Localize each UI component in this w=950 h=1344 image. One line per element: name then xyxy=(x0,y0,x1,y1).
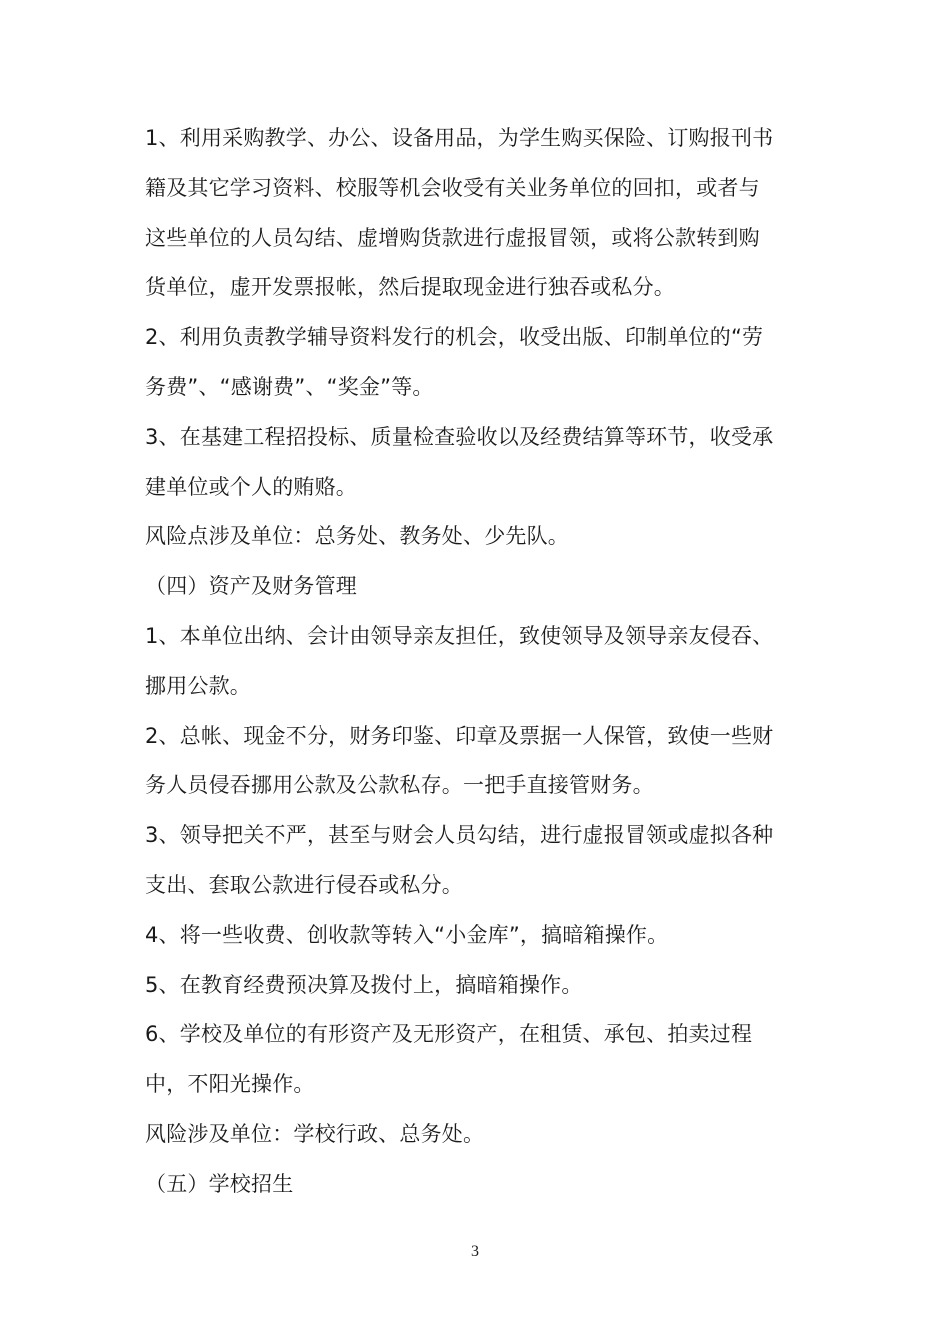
document-body xyxy=(145,114,810,1210)
text-line: 中，不阳光操作。 xyxy=(145,1072,315,1097)
text-line: 货单位，虚开发票报帐，然后提取现金进行独吞或私分。 xyxy=(145,275,675,300)
section-heading-school-enrollment: （五）学校招生 xyxy=(145,1171,294,1196)
text-line: 建单位或个人的贿赂。 xyxy=(145,474,357,499)
text-line: 支出、套取公款进行侵吞或私分。 xyxy=(145,872,463,897)
text-line: 2、总帐、现金不分，财务印鉴、印章及票据一人保管，致使一些财 xyxy=(145,723,774,748)
page-number: 3 xyxy=(471,1243,479,1260)
risk-units-line: 风险点涉及单位：总务处、教务处、少先队。 xyxy=(145,524,569,549)
text-line: 务人员侵吞挪用公款及公款私存。一把手直接管财务。 xyxy=(145,773,654,798)
text-line: 务费”、“感谢费”、“奖金”等。 xyxy=(145,374,434,399)
text-line: 3、在基建工程招投标、质量检查验收以及经费结算等环节，收受承 xyxy=(145,424,774,449)
section-heading-assets-finance: （四）资产及财务管理 xyxy=(145,574,357,599)
text-line: 籍及其它学习资料、校服等机会收受有关业务单位的回扣，或者与 xyxy=(145,175,760,200)
text-line: 挪用公款。 xyxy=(145,673,251,698)
text-line: 6、学校及单位的有形资产及无形资产，在租赁、承包、拍卖过程 xyxy=(145,1022,753,1047)
text-line: 2、利用负责教学辅导资料发行的机会，收受出版、印制单位的“劳 xyxy=(145,325,764,350)
text-line: 1、利用采购教学、办公、设备用品，为学生购买保险、订购报刊书 xyxy=(145,126,774,150)
text-line: 4、将一些收费、创收款等转入“小金库”，搞暗箱操作。 xyxy=(145,922,669,947)
text-line: 这些单位的人员勾结、虚增购货款进行虚报冒领，或将公款转到购 xyxy=(145,225,760,250)
text-line: 3、领导把关不严，甚至与财会人员勾结，进行虚报冒领或虚拟各种 xyxy=(145,823,774,848)
text-line: 1、本单位出纳、会计由领导亲友担任，致使领导及领导亲友侵吞、 xyxy=(145,623,774,648)
risk-units-line: 风险涉及单位：学校行政、总务处。 xyxy=(145,1121,485,1146)
text-line: 5、在教育经费预决算及拨付上，搞暗箱操作。 xyxy=(145,972,583,997)
